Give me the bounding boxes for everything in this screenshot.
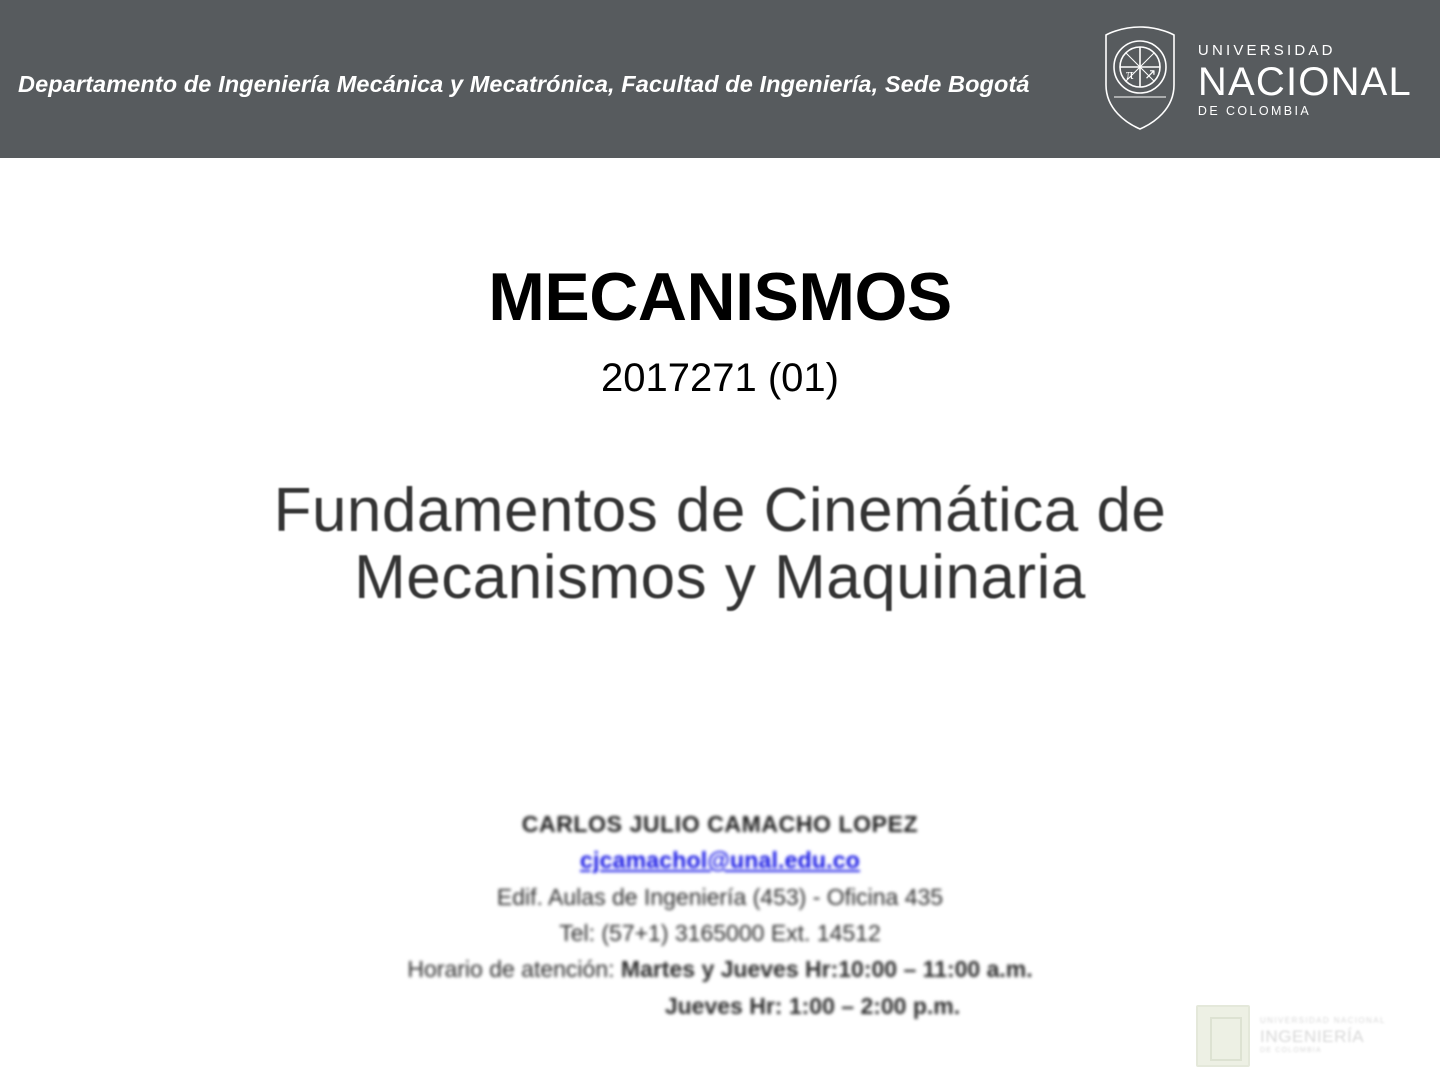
subtitle-line-2: Mecanismos y Maquinaria bbox=[354, 542, 1086, 612]
contact-block bbox=[0, 806, 1440, 1024]
office-hours-label: Horario de atención: bbox=[407, 956, 615, 983]
office-hours-line-2: Jueves Hr: 1:00 – 2:00 p.m. bbox=[664, 992, 961, 1019]
unal-wordmark-line3: DE COLOMBIA bbox=[1197, 103, 1312, 118]
department-title: Departamento de Ingeniería Mecánica y Mecatrónica, Facultad de Ingeniería, Sede Bogotá bbox=[18, 71, 1030, 97]
page-title: MECANISMOS bbox=[488, 259, 952, 335]
subtitle bbox=[0, 478, 1440, 612]
professor-email-link[interactable]: cjcamachol@unal.edu.co bbox=[580, 847, 860, 874]
unal-logo bbox=[1096, 18, 1412, 138]
faculty-seal-line2: INGENIERÍA bbox=[1260, 1027, 1365, 1046]
faculty-seal-line3: DE COLOMBIA bbox=[1260, 1047, 1322, 1055]
unal-shield-icon bbox=[1096, 23, 1184, 133]
svg-text:↗: ↗ bbox=[1143, 67, 1157, 83]
subtitle-line-1: Fundamentos de Cinemática de bbox=[273, 476, 1167, 545]
faculty-seal-wordmark bbox=[1260, 1016, 1386, 1056]
unal-wordmark bbox=[1198, 39, 1412, 118]
faculty-seal-logo bbox=[1196, 1000, 1412, 1072]
office-location: Edif. Aulas de Ingeniería (453) - Oficina 435 bbox=[496, 883, 944, 910]
course-code: 2017271 (01) bbox=[601, 356, 839, 400]
unal-wordmark-line1: UNIVERSIDAD bbox=[1197, 41, 1336, 59]
office-hours-value-1: Martes y Jueves Hr:10:00 – 11:00 a.m. bbox=[620, 956, 1033, 983]
header-bar bbox=[0, 0, 1440, 158]
unal-wordmark-line2: NACIONAL bbox=[1197, 59, 1412, 104]
faculty-seal-icon bbox=[1196, 1005, 1250, 1067]
office-hours-line-1 bbox=[0, 951, 1440, 987]
faculty-seal-line1: UNIVERSIDAD NACIONAL bbox=[1260, 1016, 1386, 1025]
phone-number: Tel: (57+1) 3165000 Ext. 14512 bbox=[559, 919, 881, 946]
professor-name: CARLOS JULIO CAMACHO LOPEZ bbox=[521, 811, 919, 837]
svg-text:π: π bbox=[1125, 67, 1134, 83]
